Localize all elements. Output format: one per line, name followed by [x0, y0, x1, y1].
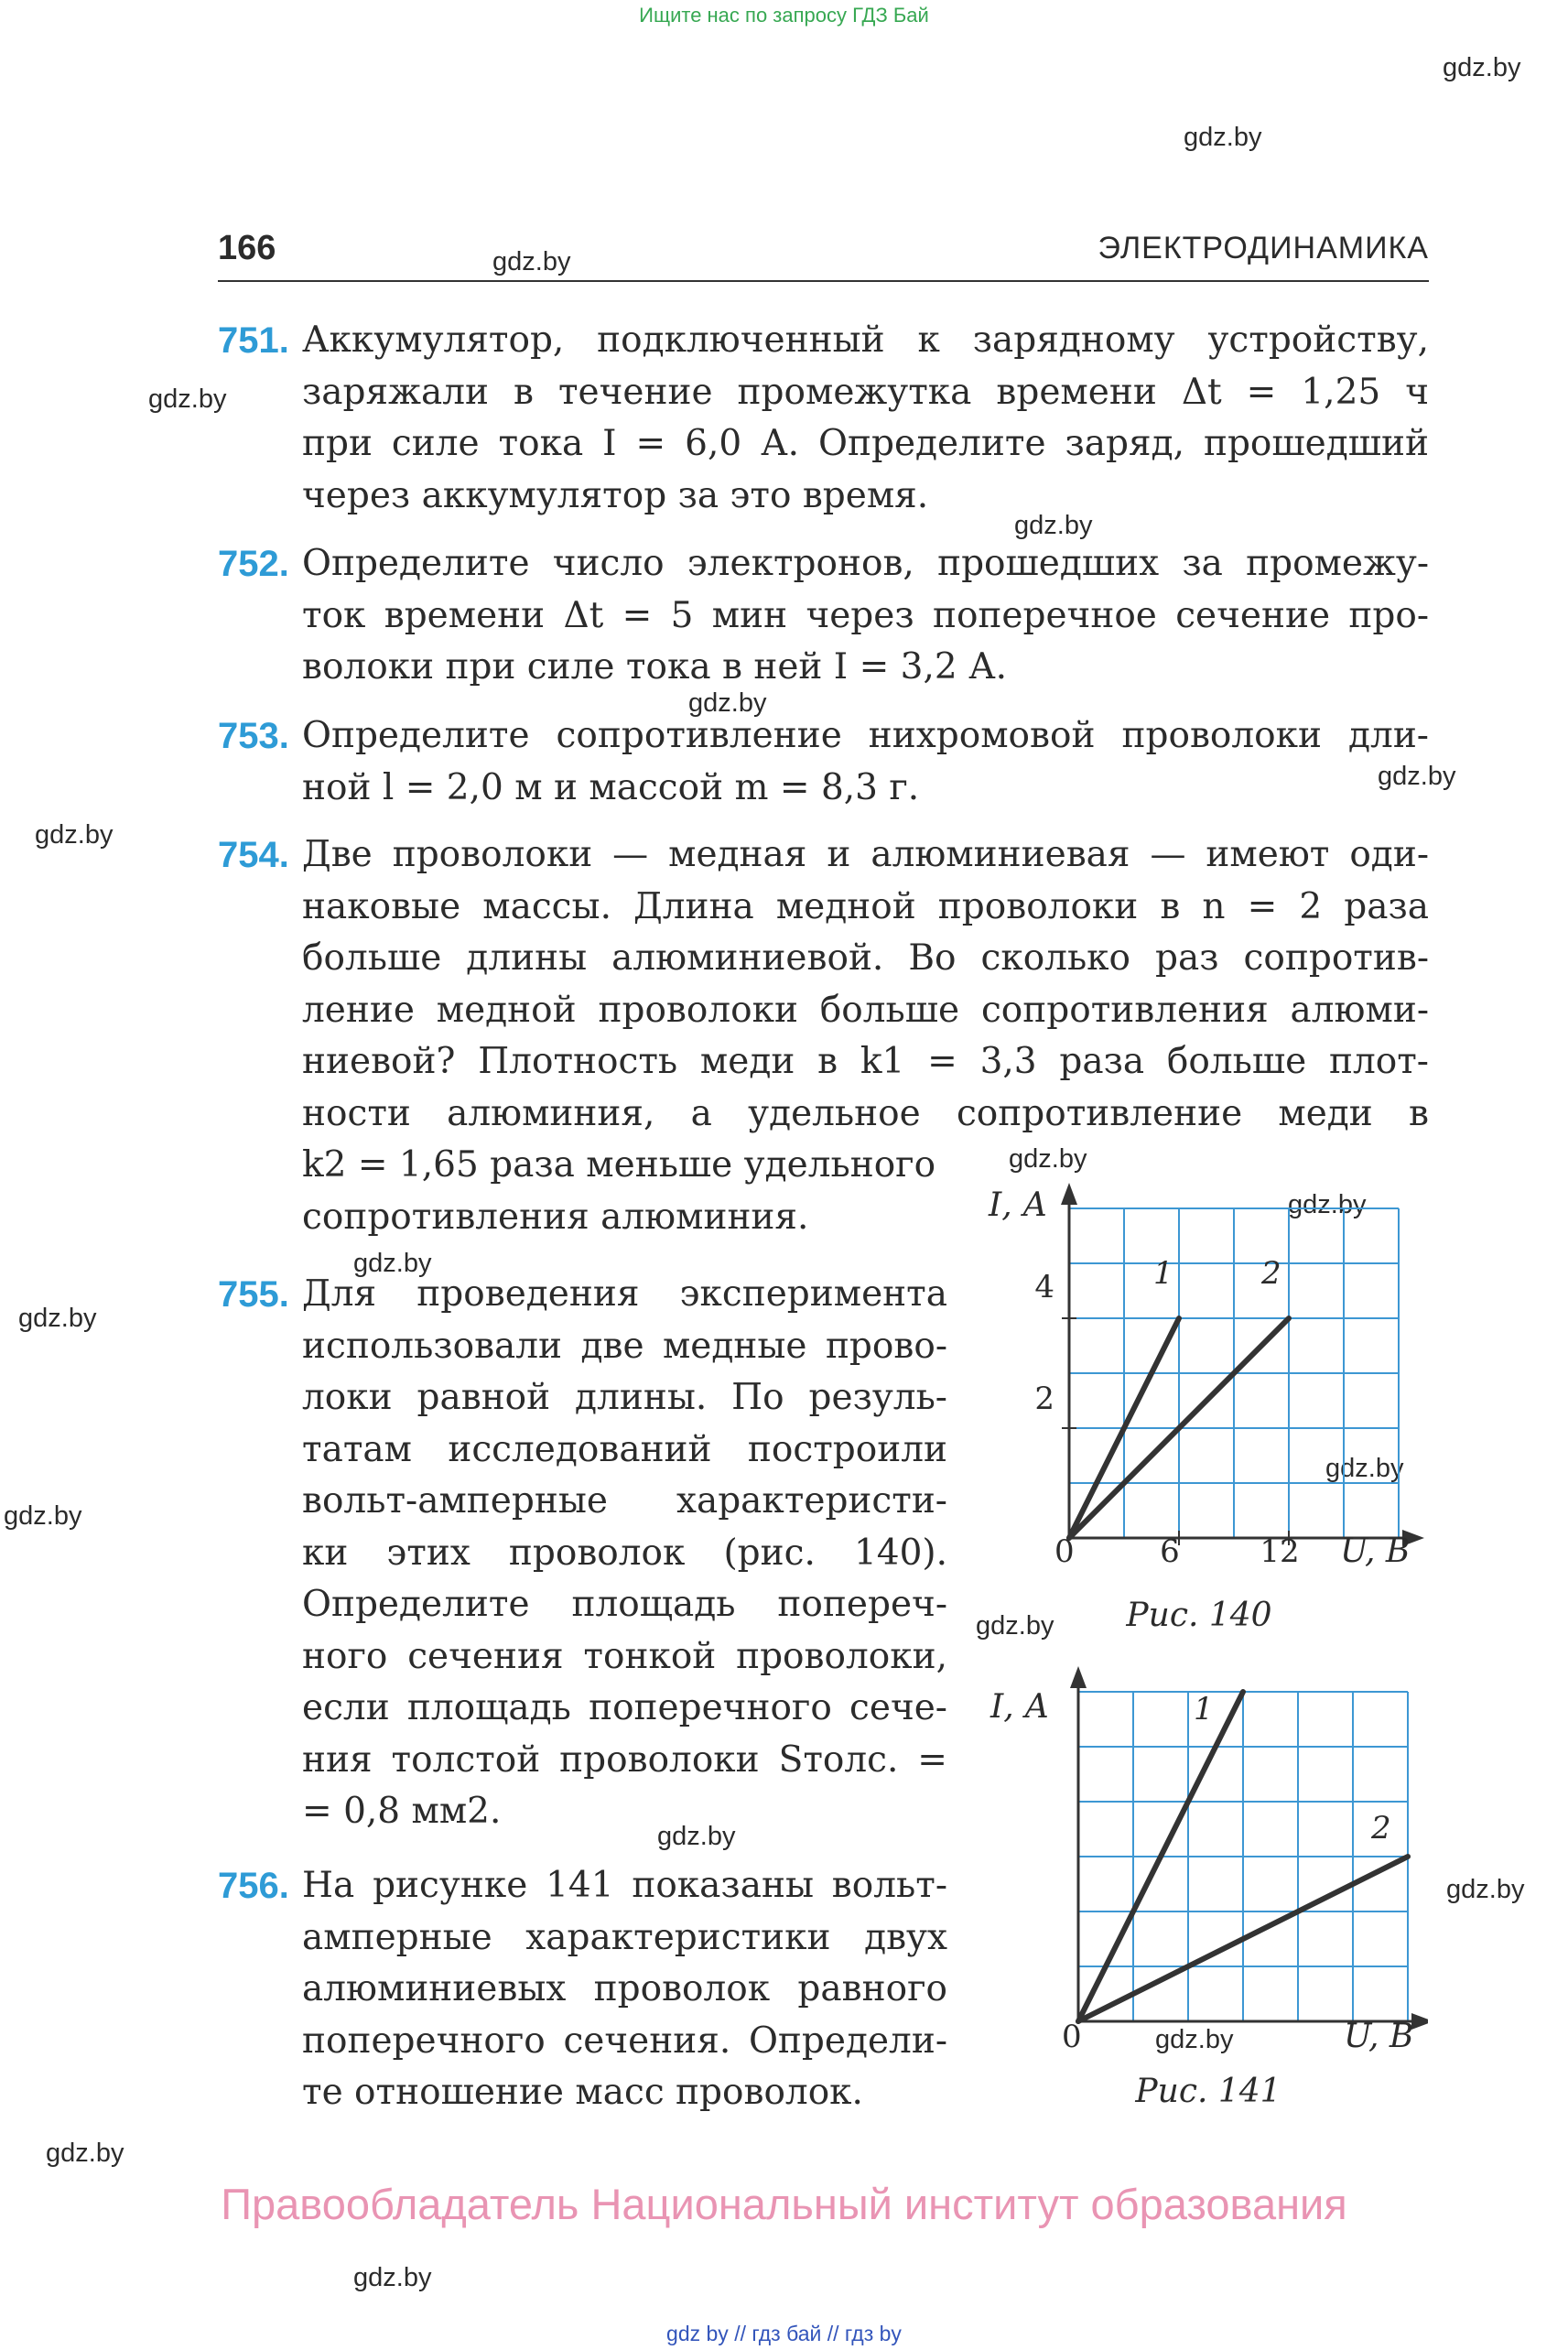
iv-chart — [970, 1666, 1428, 2069]
y-axis-label: I, А — [990, 1688, 1050, 1726]
x-tick-label: 12 — [1260, 1533, 1300, 1570]
text-line: наковые массы. Длина медной проволоки в n = 2 раза — [302, 885, 1429, 927]
header-rule — [218, 280, 1429, 282]
watermark: gdz.by — [46, 2139, 124, 2168]
watermark: gdz.by — [1155, 2025, 1234, 2054]
watermark: gdz.by — [1446, 1875, 1525, 1904]
watermark: gdz.by — [148, 384, 227, 414]
text-line: Аккумулятор, подключенный к зарядному устройству, — [302, 319, 1429, 361]
y-axis-arrow — [1061, 1183, 1077, 1205]
problem-text — [302, 1860, 947, 2119]
origin-label: 0 — [1062, 2019, 1082, 2055]
x-axis-arrow — [1411, 2013, 1428, 2030]
y-tick-label: 4 — [1034, 1269, 1054, 1305]
page-number: 166 — [218, 229, 276, 267]
rights-holder: Правообладатель Национальный институт образования — [221, 2180, 1347, 2228]
watermark: gdz.by — [1443, 53, 1521, 82]
text-line: ной l = 2,0 м и массой m = 8,3 г. — [302, 766, 920, 808]
watermark: gdz.by — [1009, 1144, 1087, 1174]
text-line: волоки при силе тока в ней I = 3,2 А. — [302, 646, 1008, 688]
problem-text — [302, 1269, 947, 1838]
text-line: = 0,8 мм2. — [302, 1791, 502, 1832]
bottom-links[interactable]: gdz by // гдз бай // гдз by — [666, 2322, 902, 2345]
text-line: амперные характеристики двух — [302, 1916, 947, 1958]
text-line: k2 = 1,65 раза меньше удельного — [302, 1144, 936, 1186]
chart-axes — [1070, 1666, 1428, 2030]
text-line: при силе тока I = 6,0 А. Определите заряд, прошедший — [302, 423, 1429, 464]
figure-caption: Рис. 140 — [1126, 1597, 1272, 1634]
text-line: те отношение масс проволок. — [302, 2072, 863, 2113]
line-label: 1 — [1153, 1255, 1173, 1292]
watermark: gdz.by — [4, 1501, 82, 1531]
x-axis-label: U, В — [1344, 2018, 1414, 2055]
text-line: Определите сопротивление нихромовой проволоки дли- — [302, 715, 1429, 756]
line-label: 1 — [1194, 1691, 1214, 1727]
text-line: заряжали в течение промежутка времени Δt = 1,25 ч — [302, 371, 1429, 413]
watermark: gdz.by — [1288, 1190, 1367, 1219]
text-line: ного сечения тонкой проволоки, — [302, 1635, 947, 1677]
iv-chart — [970, 1172, 1428, 1593]
problem-number: 755. — [218, 1274, 289, 1315]
problem-number: 756. — [218, 1866, 289, 1906]
text-line: Две проволоки — медная и алюминиевая — имеют оди- — [302, 834, 1429, 875]
y-axis-arrow — [1070, 1666, 1087, 1688]
watermark: gdz.by — [657, 1822, 736, 1851]
text-line: локи равной длины. По резуль- — [302, 1377, 947, 1418]
x-axis-label: U, В — [1340, 1532, 1411, 1570]
watermark: gdz.by — [1378, 762, 1456, 791]
text-line: ки этих проволок (рис. 140). — [302, 1532, 947, 1574]
text-line: Определите число электронов, прошедших за промежу- — [302, 543, 1429, 584]
figure-141 — [970, 1666, 1428, 2142]
watermark: gdz.by — [1184, 123, 1262, 152]
watermark: gdz.by — [35, 820, 114, 850]
text-line: На рисунке 141 показаны вольт- — [302, 1865, 947, 1906]
watermark: gdz.by — [18, 1304, 97, 1333]
watermark: gdz.by — [1325, 1454, 1404, 1483]
section-title: ЭЛЕКТРОДИНАМИКА — [1098, 231, 1429, 265]
watermark: gdz.by — [353, 2263, 432, 2292]
y-axis-label: I, А — [989, 1186, 1048, 1224]
text-line: использовали две медные прово- — [302, 1325, 947, 1367]
x-tick-label: 6 — [1160, 1533, 1180, 1570]
problem-text — [302, 710, 1429, 814]
figure-140 — [970, 1172, 1428, 1648]
watermark: gdz.by — [688, 688, 767, 718]
text-line: ности алюминия, а удельное сопротивление меди в — [302, 1092, 1429, 1134]
text-line: больше длины алюминиевой. Во сколько раз сопротив- — [302, 937, 1429, 979]
origin-label: 0 — [1054, 1533, 1075, 1570]
text-line: алюминиевых проволок равного — [302, 1968, 947, 2009]
line-label: 2 — [1261, 1255, 1281, 1292]
chart-grid — [1078, 1692, 1408, 2021]
text-line: поперечного сечения. Определи- — [302, 2020, 947, 2062]
figure-caption: Рис. 141 — [1135, 2073, 1281, 2110]
text-line: ление медной проволоки больше сопротивления алюми- — [302, 989, 1429, 1031]
problem-number: 752. — [218, 544, 289, 584]
problem-number: 751. — [218, 320, 289, 361]
problem-number: 754. — [218, 835, 289, 875]
text-line: вольт-амперные характеристи- — [302, 1480, 947, 1522]
text-line: татам исследований построили — [302, 1428, 947, 1470]
watermark: gdz.by — [492, 247, 571, 276]
y-tick-label: 2 — [1034, 1381, 1054, 1417]
top-banner: Ищите нас по запросу ГДЗ Бай — [639, 4, 929, 27]
watermark: gdz.by — [1014, 511, 1093, 540]
watermark: gdz.by — [976, 1611, 1054, 1641]
text-line: через аккумулятор за это время. — [302, 474, 929, 516]
text-line: Для проведения эксперимента — [302, 1273, 947, 1315]
text-line: ниевой? Плотность меди в k1 = 3,3 раза больше плот- — [302, 1041, 1429, 1082]
text-line: сопротивления алюминия. — [302, 1196, 809, 1238]
problem-number: 753. — [218, 716, 289, 756]
text-line: Определите площадь попереч- — [302, 1584, 947, 1625]
problem-text — [302, 538, 1429, 694]
line-label: 2 — [1371, 1810, 1391, 1846]
problem-text — [302, 315, 1429, 522]
problem-753 — [218, 710, 1429, 814]
text-line: ния толстой проволоки Sтолс. = — [302, 1738, 947, 1781]
text-line: ток времени Δt = 5 мин через поперечное сечение про- — [302, 594, 1429, 636]
problem-752 — [218, 538, 1429, 694]
watermark: gdz.by — [353, 1249, 432, 1278]
problem-751 — [218, 315, 1429, 522]
text-line: если площадь поперечного сече- — [302, 1687, 947, 1728]
